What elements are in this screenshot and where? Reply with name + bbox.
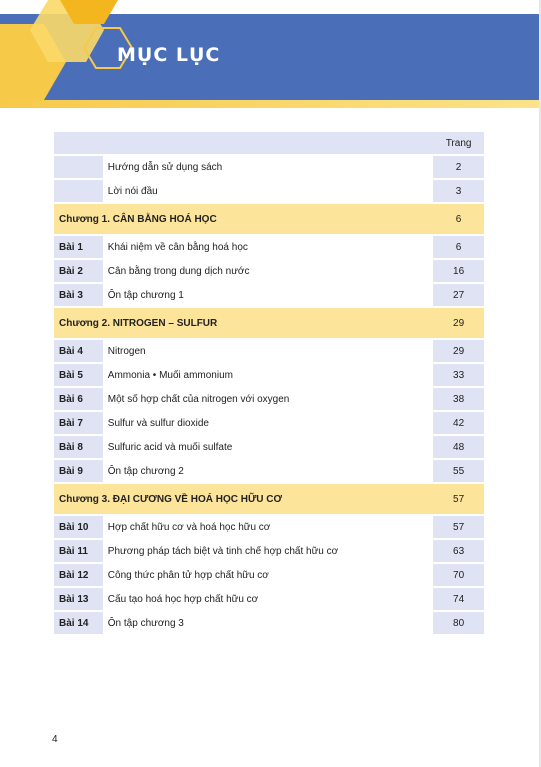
- toc-lesson-row: [54, 339, 484, 363]
- lesson-number: Bài 1: [54, 235, 103, 259]
- lesson-number: Bài 2: [54, 259, 103, 283]
- lesson-page: 55: [433, 459, 484, 483]
- lesson-page: 74: [433, 587, 484, 611]
- lesson-title: Nitrogen: [103, 339, 433, 363]
- lesson-title: Lời nói đầu: [103, 179, 433, 203]
- page-column-header: Trang: [433, 132, 484, 155]
- toc-chapter-row: [54, 203, 484, 235]
- lesson-title: Sulfur và sulfur dioxide: [103, 411, 433, 435]
- lesson-number: Bài 10: [54, 515, 103, 539]
- lesson-number: [54, 155, 103, 179]
- lesson-title: Hướng dẫn sử dụng sách: [103, 155, 433, 179]
- lesson-page: 42: [433, 411, 484, 435]
- lesson-title: Một số hợp chất của nitrogen với oxygen: [103, 387, 433, 411]
- page-header: [0, 0, 541, 112]
- toc-lesson-row: [54, 587, 484, 611]
- lesson-page: 3: [433, 179, 484, 203]
- lesson-title: Ôn tập chương 3: [103, 611, 433, 635]
- toc-lesson-row: [54, 179, 484, 203]
- page-title: MỤC LỤC: [117, 44, 221, 66]
- lesson-title: Ôn tập chương 2: [103, 459, 433, 483]
- lesson-title: Ammonia • Muối ammonium: [103, 363, 433, 387]
- lesson-title: Hợp chất hữu cơ và hoá học hữu cơ: [103, 515, 433, 539]
- toc-chapter-row: [54, 483, 484, 515]
- lesson-number: Bài 8: [54, 435, 103, 459]
- toc-lesson-row: [54, 459, 484, 483]
- lesson-number: Bài 5: [54, 363, 103, 387]
- lesson-number: [54, 179, 103, 203]
- lesson-page: 70: [433, 563, 484, 587]
- lesson-number: Bài 4: [54, 339, 103, 363]
- lesson-title: Cấu tạo hoá học hợp chất hữu cơ: [103, 587, 433, 611]
- toc-header-row: [54, 132, 484, 155]
- toc-lesson-row: [54, 435, 484, 459]
- toc-lesson-row: [54, 363, 484, 387]
- lesson-title: Công thức phân tử hợp chất hữu cơ: [103, 563, 433, 587]
- page-number: 4: [52, 734, 58, 745]
- toc-lesson-row: [54, 611, 484, 635]
- lesson-page: 33: [433, 363, 484, 387]
- lesson-page: 48: [433, 435, 484, 459]
- lesson-page: 27: [433, 283, 484, 307]
- lesson-title: Khái niệm về cân bằng hoá học: [103, 235, 433, 259]
- toc-lesson-row: [54, 283, 484, 307]
- lesson-number: Bài 9: [54, 459, 103, 483]
- lesson-number: Bài 6: [54, 387, 103, 411]
- lesson-page: 2: [433, 155, 484, 179]
- lesson-page: 16: [433, 259, 484, 283]
- lesson-page: 29: [433, 339, 484, 363]
- toc-lesson-row: [54, 539, 484, 563]
- lesson-number: Bài 13: [54, 587, 103, 611]
- toc-lesson-row: [54, 563, 484, 587]
- lesson-page: 80: [433, 611, 484, 635]
- lesson-title: Cân bằng trong dung dịch nước: [103, 259, 433, 283]
- lesson-number: Bài 7: [54, 411, 103, 435]
- lesson-page: 57: [433, 515, 484, 539]
- lesson-title: Phương pháp tách biệt và tinh chế hợp chất hữu cơ: [103, 539, 433, 563]
- lesson-number: Bài 12: [54, 563, 103, 587]
- lesson-page: 6: [433, 235, 484, 259]
- toc-lesson-row: [54, 515, 484, 539]
- lesson-number: Bài 3: [54, 283, 103, 307]
- toc-chapter-row: [54, 307, 484, 339]
- lesson-title: Ôn tập chương 1: [103, 283, 433, 307]
- chapter-page: 6: [433, 203, 484, 235]
- toc-lesson-row: [54, 235, 484, 259]
- lesson-title: Sulfuric acid và muối sulfate: [103, 435, 433, 459]
- lesson-page: 38: [433, 387, 484, 411]
- table-of-contents: [54, 132, 484, 636]
- chapter-title: Chương 3. ĐẠI CƯƠNG VỀ HOÁ HỌC HỮU CƠ: [54, 483, 433, 515]
- toc-lesson-row: [54, 155, 484, 179]
- chapter-title: Chương 2. NITROGEN – SULFUR: [54, 307, 433, 339]
- chapter-title: Chương 1. CÂN BẰNG HOÁ HỌC: [54, 203, 433, 235]
- toc-lesson-row: [54, 411, 484, 435]
- toc-lesson-row: [54, 259, 484, 283]
- chapter-page: 29: [433, 307, 484, 339]
- lesson-page: 63: [433, 539, 484, 563]
- lesson-number: Bài 14: [54, 611, 103, 635]
- lesson-number: Bài 11: [54, 539, 103, 563]
- chapter-page: 57: [433, 483, 484, 515]
- toc-lesson-row: [54, 387, 484, 411]
